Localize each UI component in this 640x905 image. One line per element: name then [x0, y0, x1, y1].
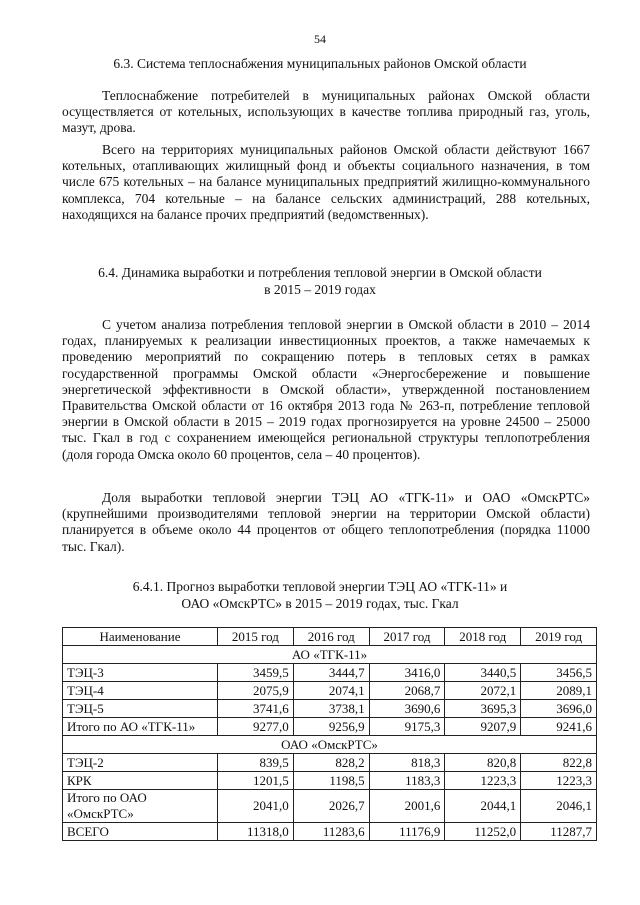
table-cell: 3444,7 [293, 664, 369, 682]
table-cell: 11252,0 [445, 823, 521, 841]
table-cell: 828,2 [293, 754, 369, 772]
table-cell: 9175,3 [369, 718, 445, 736]
table-row [63, 664, 597, 682]
section-6-4-title-line-2: в 2015 – 2019 годах [264, 282, 376, 297]
row-label: Итого по ОАО «ОмскРТС» [63, 790, 218, 823]
row-label: ТЭЦ-5 [63, 700, 218, 718]
row-label: ТЭЦ-4 [63, 682, 218, 700]
table-cell: 3456,5 [521, 664, 597, 682]
table-cell: 2041,0 [218, 790, 294, 823]
table-cell: 9277,0 [218, 718, 294, 736]
table-cell: 9207,9 [445, 718, 521, 736]
table-cell: 3416,0 [369, 664, 445, 682]
table-cell: 2072,1 [445, 682, 521, 700]
header-name: Наименование [63, 628, 218, 646]
table-cell: 2074,1 [293, 682, 369, 700]
table-cell: 820,8 [445, 754, 521, 772]
table-cell: 11283,6 [293, 823, 369, 841]
row-label: ВСЕГО [63, 823, 218, 841]
table-cell: 11287,7 [521, 823, 597, 841]
table-cell: 9256,9 [293, 718, 369, 736]
table-cell: 1201,5 [218, 772, 294, 790]
table-cell: 1223,3 [521, 772, 597, 790]
header-2018: 2018 год [445, 628, 521, 646]
table-cell: 2044,1 [445, 790, 521, 823]
row-label: ТЭЦ-2 [63, 754, 218, 772]
table-caption-line-1: 6.4.1. Прогноз выработки тепловой энергии ТЭЦ АО «ТГК-11» и [132, 579, 508, 594]
table-cell: 3695,3 [445, 700, 521, 718]
table-cell: 3741,6 [218, 700, 294, 718]
table-row-subtotal [63, 790, 597, 823]
table-cell: 2046,1 [521, 790, 597, 823]
row-label: КРК [63, 772, 218, 790]
table-header-row [63, 628, 597, 646]
row-label: Итого по АО «ТГК-11» [63, 718, 218, 736]
table-cell: 3440,5 [445, 664, 521, 682]
section-6-3-paragraph-1: Теплоснабжение потребителей в муниципальных районах Омской области осуществляется от котельных, использующих в качестве топлива природный газ, уголь, мазут, дрова. [62, 88, 590, 136]
table-row [63, 682, 597, 700]
table-cell: 818,3 [369, 754, 445, 772]
header-2016: 2016 год [293, 628, 369, 646]
table-cell: 3459,5 [218, 664, 294, 682]
table-cell: 9241,6 [521, 718, 597, 736]
section-6-4-title-line-1: 6.4. Динамика выработки и потребления тепловой энергии в Омской области [98, 265, 542, 280]
table-cell: 2075,9 [218, 682, 294, 700]
table-cell: 11318,0 [218, 823, 294, 841]
section-6-3-paragraph-2: Всего на территориях муниципальных районов Омской области действуют 1667 котельных, отапливающих жилищный фонд и объекты социального назначения, в том числе 675 котельных – на балансе муниципальных предприятий жилищно-коммунального комплекса, 704 котельные – на балансе сельских администраций, 288 котельных, находящихся на балансе прочих предприятий (ведомственных). [62, 142, 590, 222]
group-label-omskrts: ОАО «ОмскРТС» [63, 736, 597, 754]
section-6-4-paragraph-1: С учетом анализа потребления тепловой энергии в Омской области в 2010 – 2014 годах, планируемых к реализации инвестиционных проектов, а также намечаемых к проведению мероприятий по сокращению потерь в тепловых сетях в рамках государственной программы Омской области «Энергосбережение и повышение энергетической эффективности в Омской области», утвержденной постановлением Правительства Омской области от 16 октября 2013 года № 263-п, потребление тепловой энергии в Омской области в 2015 – 2019 годах прогнозируется на уровне 24500 – 25000 тыс. Гкал в год с сохранением имеющейся региональной структуры теплопотребления (доля города Омска около 60 процентов, села – 40 процентов). [62, 317, 590, 462]
table-cell: 1223,3 [445, 772, 521, 790]
table-row [63, 700, 597, 718]
table-cell: 3738,1 [293, 700, 369, 718]
table-cell: 839,5 [218, 754, 294, 772]
group-row-tgk11 [63, 646, 597, 664]
table-cell: 822,8 [521, 754, 597, 772]
table-cell: 11176,9 [369, 823, 445, 841]
header-2019: 2019 год [521, 628, 597, 646]
group-row-omskrts [63, 736, 597, 754]
table-row [63, 754, 597, 772]
table-caption-line-2: ОАО «ОмскРТС» в 2015 – 2019 годах, тыс. Гкал [181, 596, 459, 611]
table-cell: 3690,6 [369, 700, 445, 718]
table-cell: 2089,1 [521, 682, 597, 700]
table-row-total [63, 823, 597, 841]
table-cell: 2068,7 [369, 682, 445, 700]
group-label-tgk11: АО «ТГК-11» [63, 646, 597, 664]
row-label: ТЭЦ-3 [63, 664, 218, 682]
table-row [63, 772, 597, 790]
header-2015: 2015 год [218, 628, 294, 646]
table-cell: 2026,7 [293, 790, 369, 823]
table-row-subtotal [63, 718, 597, 736]
page-number: 54 [314, 32, 326, 46]
header-2017: 2017 год [369, 628, 445, 646]
table-cell: 2001,6 [369, 790, 445, 823]
table-cell: 1183,3 [369, 772, 445, 790]
table-cell: 1198,5 [293, 772, 369, 790]
forecast-table [62, 627, 597, 841]
section-6-4-paragraph-2: Доля выработки тепловой энергии ТЭЦ АО «ТГК-11» и ОАО «ОмскРТС» (крупнейшими производителями тепловой энергии на территории Омской области) планируется в объеме около 44 процентов от общего теплопотребления (порядка 11000 тыс. Гкал). [62, 490, 590, 554]
table-cell: 3696,0 [521, 700, 597, 718]
section-6-3-title: 6.3. Система теплоснабжения муниципальных районов Омской области [113, 56, 527, 71]
